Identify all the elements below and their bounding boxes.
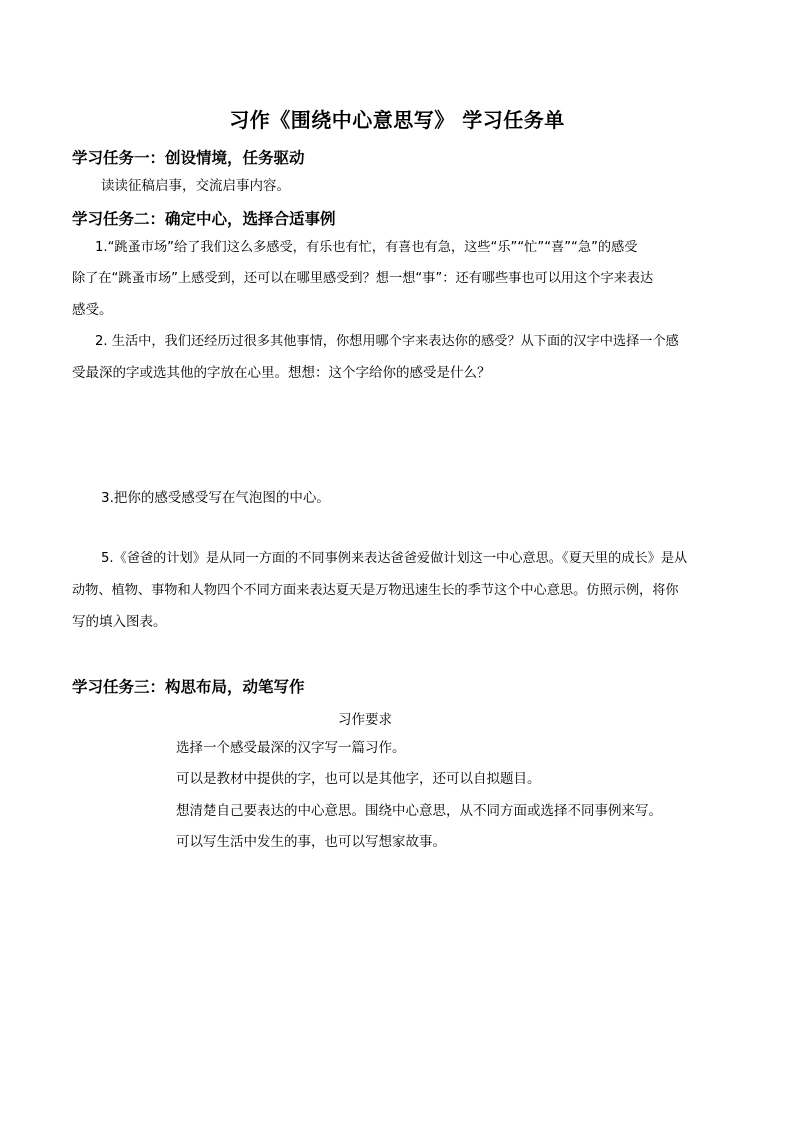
task1-text: 读读征稿启事，交流启事内容。	[101, 178, 290, 194]
requirements-title: 习作要求	[338, 712, 392, 728]
task2-heading: 学习任务二：确定中心，选择合适事例	[72, 209, 336, 228]
task2-q2-line1: 2. 生活中，我们还经历过很多其他事情，你想用哪个字来表达你的感受？从下面的汉字中选择一个感	[95, 334, 679, 349]
task1-heading: 学习任务一：创设情境，任务驱动	[72, 148, 305, 167]
task2-q2-line2: 受最深的字或选其他的字放在心里。想想：这个字给你的感受是什么？	[72, 365, 491, 381]
requirement-2: 可以是教材中提供的字，也可以是其他字，还可以自拟题目。	[176, 771, 541, 787]
task2-q5-line1: 5.《爸爸的计划》是从同一方面的不同事例来表达爸爸爱做计划这一中心意思。《夏天里的成长》是从	[101, 551, 688, 566]
task2-q3: 3.把你的感受感受写在气泡图的中心。	[101, 490, 330, 506]
task2-q1-line2: 除了在“跳蚤市场”上感受到，还可以在哪里感受到？想一想“事”：还有哪些事也可以用这个字来表达	[72, 271, 654, 286]
requirement-3: 想清楚自己要表达的中心意思。围绕中心意思，从不同方面或选择不同事例来写。	[176, 803, 662, 819]
page-title: 习作《围绕中心意思写》 学习任务单	[229, 108, 565, 132]
task3-heading: 学习任务三：构思布局，动笔写作	[72, 677, 305, 696]
requirement-1: 选择一个感受最深的汉字写一篇习作。	[176, 740, 406, 756]
task2-q1-line3: 感受。	[72, 302, 113, 318]
requirement-4: 可以写生活中发生的事，也可以写想家故事。	[176, 834, 446, 850]
task2-q5-line3: 写的填入图表。	[72, 614, 167, 630]
task2-q1-line1: 1.“跳蚤市场”给了我们这么多感受，有乐也有忙，有喜也有急，这些“乐”“忙”“喜”“急”的感受	[95, 240, 638, 255]
task2-q5-line2: 动物、植物、事物和人物四个不同方面来表达夏天是万物迅速生长的季节这个中心意思。仿照示例，将你	[72, 583, 679, 598]
